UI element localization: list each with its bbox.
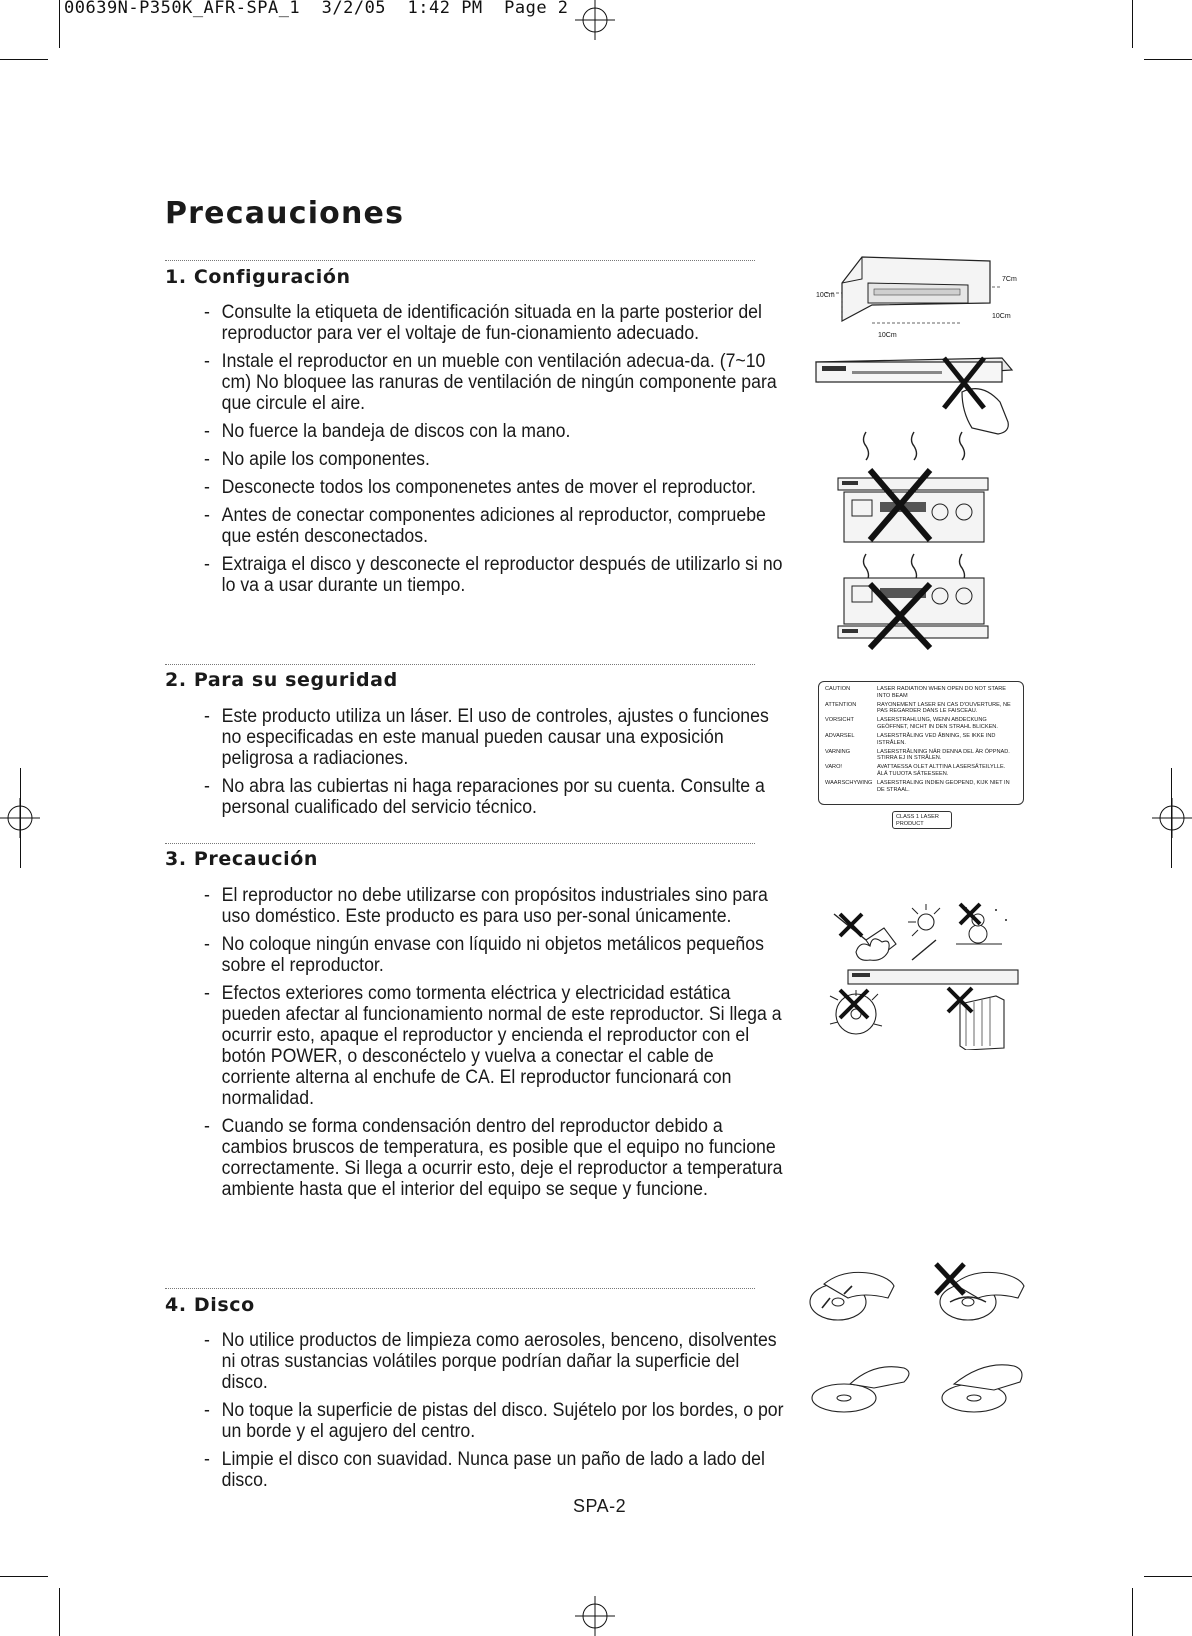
warning-text: AVATTAESSA OLET ALTTINA LASERSÄTEILYLLE. ÄLÄ TUIJOTA SÄTEESEEN. [877,764,1006,778]
page-number: SPA-2 [573,1496,627,1516]
list-item [204,983,784,1109]
ventilation-bottom-label: 10Cm [878,332,897,339]
warning-text: LASERSTRALING INDIEN GEOPEND, KIJK NIET IN DE STRAAL. [877,780,1010,793]
list-item [204,302,784,344]
list-item [204,351,784,414]
list-item-text: No abra las cubiertas ni haga reparaciones por su cuenta. Consulte a personal cualificado del servicio técnico. [221,776,765,818]
crop-mark [1144,1576,1192,1577]
bullet-dash: - [204,1116,210,1137]
warning-key: VARNING [825,748,851,755]
bullet-dash: - [204,505,210,526]
warning-text: LASERSTRAHLUNG, WENN ABDECKUNG GEÖFFNET, NICHT IN DEN STRAHL BLICKEN. [877,717,998,730]
warning-row [825,780,1017,793]
warning-key: VARO! [825,764,842,771]
list-item-text: Antes de conectar componentes adiciones al reproductor, compruebe que estén desconectados. [221,505,766,547]
warning-row [825,686,1017,699]
list-item-text: Efectos exteriores como tormenta eléctrica y electricidad estática pueden afectar al funcionamiento normal de este reproductor. Si llega a ocurrir esto, apaque el reproductor y encienda el reproductor con el botón POWER, o desconéctelo y vuelva a conectar el cable de corriente alterna al enchufe de CA. El reproductor funcionará con normalidad. [221,983,782,1109]
list-item-text: No utilice productos de limpieza como aerosoles, benceno, disolventes ni otras sustancias volátiles porque podrían dañar la superficie del disco. [221,1330,777,1393]
ventilation-top-label: 7Cm [1002,276,1017,283]
section-list-configuracion [204,302,783,603]
crop-mark [1144,59,1192,60]
bullet-dash: - [204,776,210,797]
printer-slug: 00639N-P350K_AFR-SPA_1 3/2/05 1:42 PM Page 2 [64,0,569,18]
ventilation-illustration [812,253,1022,343]
section-list-disco [204,1330,784,1498]
warning-text: LASERSTRÅLING VED ÅBNING, SE IKKE IND ISTRÅLEN. [877,733,996,746]
bullet-dash: - [204,449,210,470]
warning-row [825,749,1017,762]
list-item [204,554,784,596]
bullet-dash: - [204,554,210,575]
crop-mark [0,1576,48,1577]
bullet-dash: - [204,302,210,323]
warning-row [825,702,1017,715]
list-item [204,885,784,927]
crop-mark [59,0,60,48]
list-item [204,505,784,547]
ventilation-left-label: 10Cm [816,292,835,299]
list-item-text: No fuerce la bandeja de discos con la mano. [221,421,571,442]
registration-mark-icon [1152,798,1192,838]
section-divider [165,260,755,261]
bullet-dash: - [204,351,210,372]
warning-key: WAARSCHYWING [825,780,873,787]
list-item [204,477,784,498]
warning-row [825,764,1017,777]
registration-mark-icon [575,0,615,40]
laser-warning-label [818,681,1024,805]
crop-mark [1132,1588,1133,1636]
section-divider [165,1288,755,1289]
registration-mark-icon [575,1596,615,1636]
list-item [204,776,784,818]
list-item-text: El reproductor no debe utilizarse con propósitos industriales sino para uso doméstico. Este producto es para uso per-sonal únicamente. [221,885,768,927]
warning-key: CAUTION [825,686,851,692]
list-item-text: No apile los componentes. [221,449,430,470]
bullet-dash: - [204,1400,210,1421]
page-title: Precauciones [165,196,405,231]
crop-mark [1132,0,1133,48]
list-item-text: Este producto utiliza un láser. El uso de controles, ajustes o funciones no especificadas en este manual pueden causar una exposición peligrosa a radiaciones. [221,706,769,769]
list-item [204,1449,784,1491]
section-heading-seguridad: 2. Para su seguridad [165,669,398,691]
bullet-dash: - [204,706,210,727]
crop-mark [20,768,21,868]
section-list-precaucion [204,885,783,1207]
section-list-seguridad [204,706,769,825]
crop-mark [59,1588,60,1636]
ventilation-right-label: 10Cm [992,313,1011,320]
bullet-dash: - [204,983,210,1004]
list-item-text: Limpie el disco con suavidad. Nunca pase un paño de lado a lado del disco. [221,1449,765,1491]
list-item [204,934,784,976]
list-item [204,1116,784,1200]
list-item-text: Desconecte todos los componenetes antes de mover el reproductor. [221,477,757,498]
warning-text: RAYONEMENT LASER EN CAS D'OUVERTURE, NE PAS REGARDER DANS LE FAISCEAU. [877,701,1011,715]
no-stack-illustration [830,430,1000,650]
list-item [204,449,784,470]
list-item [204,421,784,442]
crop-mark [0,59,48,60]
list-item-text: Extraiga el disco y desconecte el reproductor después de utilizarlo si no lo va a usar durante un tiempo. [221,554,783,596]
warning-key: ATTENTION [825,701,857,708]
list-item [204,706,784,769]
laser-class-label: CLASS 1 LASER PRODUCT [892,811,952,829]
bullet-dash: - [204,1449,210,1470]
bullet-dash: - [204,1330,210,1351]
section-heading-precaucion: 3. Precaución [165,848,318,870]
environment-illustration [826,900,1026,1050]
tray-force-illustration [812,352,1018,442]
list-item-text: No coloque ningún envase con líquido ni objetos metálicos pequeños sobre el reproductor. [221,934,764,976]
list-item-text: Consulte la etiqueta de identificación situada en la parte posterior del reproductor para ver el voltaje de fun-cionamiento adecuado. [221,302,762,344]
bullet-dash: - [204,421,210,442]
list-item-text: No toque la superficie de pistas del disco. Sujételo por los bordes, o por un borde y el agujero del centro. [221,1400,784,1442]
warning-row [825,717,1017,730]
list-item-text: Cuando se forma condensación dentro del reproductor debido a cambios bruscos de temperatura, es posible que el equipo no funcione correctamente. Si llega a ocurrir esto, deje el reproductor a temperatura ambiente hasta que el interior del equipo se seque y funcione. [221,1116,783,1200]
bullet-dash: - [204,477,210,498]
list-item-text: Instale el reproductor en un mueble con ventilación adecua-da. (7~10 cm) No bloquee las ranuras de ventilación de ningún componente para que circule el aire. [221,351,777,414]
section-heading-configuracion: 1. Configuración [165,266,351,288]
section-heading-disco: 4. Disco [165,1294,255,1316]
disc-handling-illustration [804,1258,1040,1438]
bullet-dash: - [204,934,210,955]
warning-text: LASERSTRÅLNING NÄR DENNA DEL ÄR ÖPPNAD. STIRRA EJ IN STRÅLEN. [877,748,1010,762]
section-divider [165,843,755,844]
section-divider [165,664,755,665]
list-item [204,1330,784,1393]
list-item [204,1400,784,1442]
warning-text: LASER RADIATION WHEN OPEN DO NOT STARE INTO BEAM [877,686,1006,699]
crop-mark [1171,768,1172,868]
warning-row [825,733,1017,746]
bullet-dash: - [204,885,210,906]
warning-key: VORSICHT [825,717,854,724]
warning-key: ADVARSEL [825,733,855,740]
